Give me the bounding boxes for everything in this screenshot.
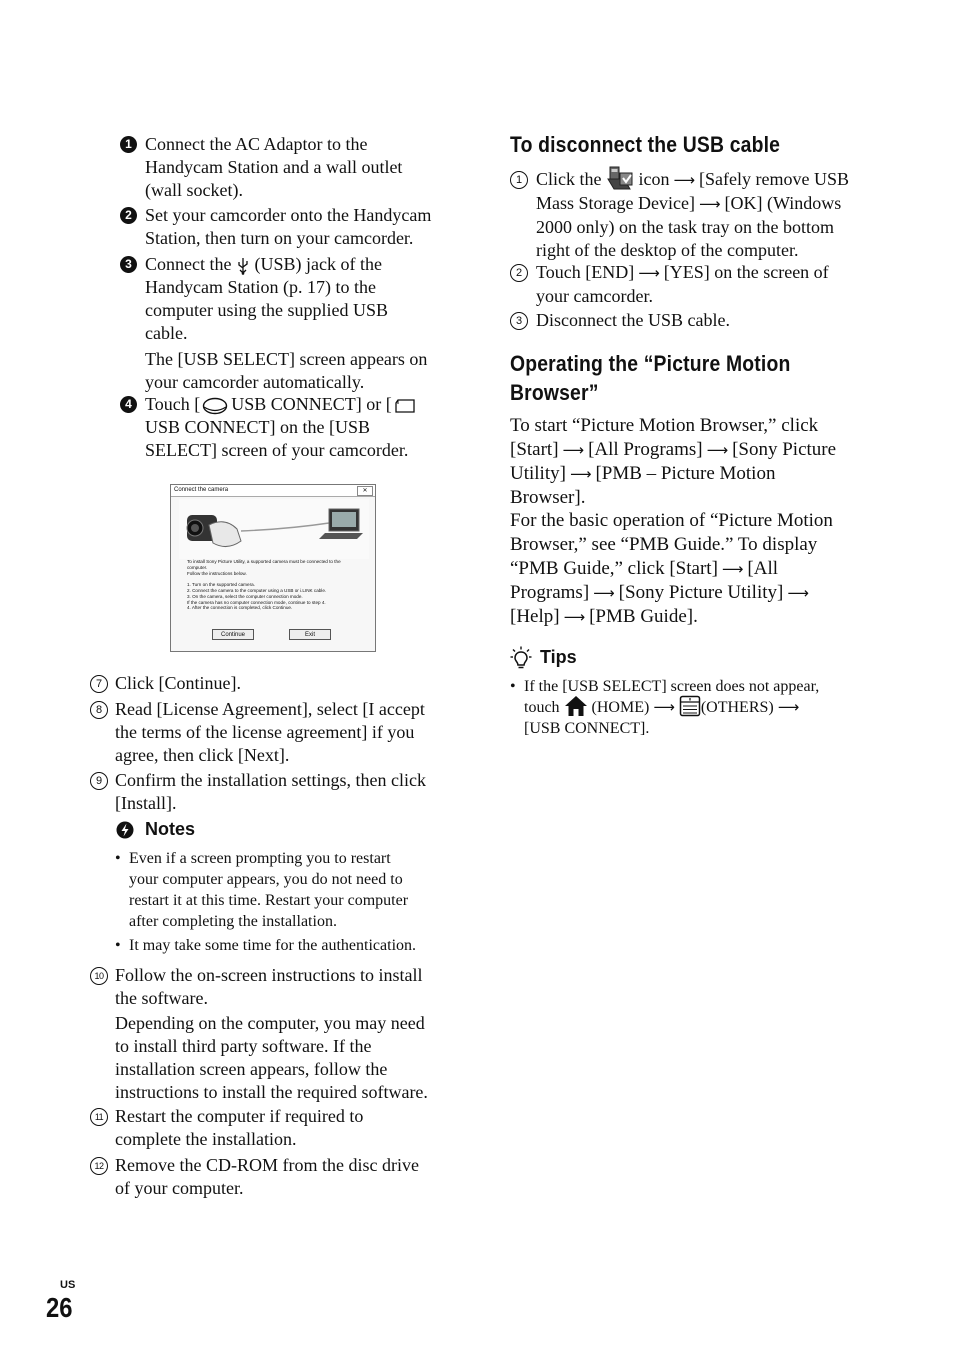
arrow-icon: ⟶ bbox=[721, 560, 744, 578]
dialog-title: Connect the camera bbox=[174, 487, 229, 493]
step-number-circle: 1 bbox=[510, 171, 528, 189]
arrow-icon: ⟶ bbox=[569, 465, 592, 483]
others-icon bbox=[679, 695, 701, 717]
list-item: Even if a screen prompting you to restart your computer appears, you do not need to restart it at this time. Restart your computer after completing the installation. bbox=[129, 850, 409, 930]
arrow-icon: ⟶ bbox=[698, 195, 721, 213]
arrow-icon: ⟶ bbox=[653, 698, 675, 716]
section-heading: To disconnect the USB cable bbox=[510, 132, 781, 157]
step-number-circle: 2 bbox=[510, 264, 528, 282]
step-number-circle: 10 bbox=[90, 967, 108, 985]
exit-button[interactable]: Exit bbox=[289, 629, 331, 640]
step-number-circle: 12 bbox=[90, 1157, 108, 1175]
usb-icon bbox=[237, 257, 249, 275]
arrow-icon: ⟶ bbox=[562, 441, 585, 459]
arrow-icon: ⟶ bbox=[563, 608, 586, 626]
arrow-icon: ⟶ bbox=[706, 441, 729, 459]
arrow-icon: ⟶ bbox=[593, 584, 615, 602]
step-number-badge: 1 bbox=[120, 136, 137, 153]
list-item: If the [USB SELECT] screen does not appear, touch (HOME) ⟶ (OTHERS) ⟶ [USB CONNECT]. bbox=[524, 678, 820, 737]
arrow-icon: ⟶ bbox=[787, 584, 809, 602]
dialog-title-bar bbox=[171, 485, 375, 497]
step-number-circle: 3 bbox=[510, 312, 528, 330]
pmb-section bbox=[510, 349, 890, 407]
tips-list bbox=[510, 676, 890, 742]
region-code: US bbox=[60, 1279, 76, 1291]
bullet-icon: • bbox=[115, 850, 121, 867]
step-number-circle: 7 bbox=[90, 675, 108, 693]
bullet-icon: • bbox=[115, 937, 121, 954]
connect-camera-dialog bbox=[170, 484, 376, 652]
dialog-body: To install Sony Picture Utility, a supported camera must be connected to the computer. Follow the instructions below. 1. Turn on the supported camera. 2. Connect the camera to the computer using a USB or i.LINK cable. 3. On the camera, select the computer connection mode. If the camera has no computer connection mode, continue to step 4. 4. After the connection is completed, click Continue. bbox=[187, 559, 341, 611]
step-number-badge: 2 bbox=[120, 207, 137, 224]
pmb-paragraph-1: To start “Picture Motion Browser,” click [Start] ⟶ [All Programs] ⟶ [Sony Picture Utility] ⟶ [PMB – Picture Motion Browser]. bbox=[510, 415, 837, 508]
arrow-icon: ⟶ bbox=[673, 171, 696, 189]
continue-button[interactable]: Continue bbox=[212, 629, 254, 640]
notes-icon bbox=[116, 821, 134, 839]
hdd-icon bbox=[202, 397, 228, 415]
dialog-close-button[interactable]: ✕ bbox=[357, 486, 373, 496]
safely-remove-hardware-icon bbox=[606, 165, 634, 191]
step-number-badge: 3 bbox=[120, 256, 137, 273]
lightbulb-icon bbox=[510, 646, 532, 670]
step-number-circle: 8 bbox=[90, 701, 108, 719]
step-number-circle: 9 bbox=[90, 772, 108, 790]
pmb-paragraph-2: For the basic operation of “Picture Motion Browser,” see “PMB Guide.” To display “PMB Guide,” click [Start] ⟶ [All Programs] ⟶ [Sony Picture Utility] ⟶ [Help] ⟶ [PMB Guide]. bbox=[510, 510, 833, 627]
step-number-badge: 4 bbox=[120, 396, 137, 413]
camera-to-computer-illustration bbox=[179, 499, 369, 559]
home-icon bbox=[564, 695, 588, 717]
step-number-circle: 11 bbox=[90, 1108, 108, 1126]
page-number: 26 bbox=[46, 1292, 73, 1323]
memory-card-icon bbox=[394, 398, 416, 414]
bullet-icon: • bbox=[510, 678, 516, 695]
arrow-icon: ⟶ bbox=[777, 698, 800, 716]
notes-list bbox=[115, 848, 475, 960]
disconnect-section bbox=[510, 130, 890, 159]
arrow-icon: ⟶ bbox=[638, 264, 660, 282]
section-heading: Operating the “Picture Motion Browser” bbox=[510, 351, 791, 405]
list-item: It may take some time for the authentication. bbox=[129, 937, 417, 954]
